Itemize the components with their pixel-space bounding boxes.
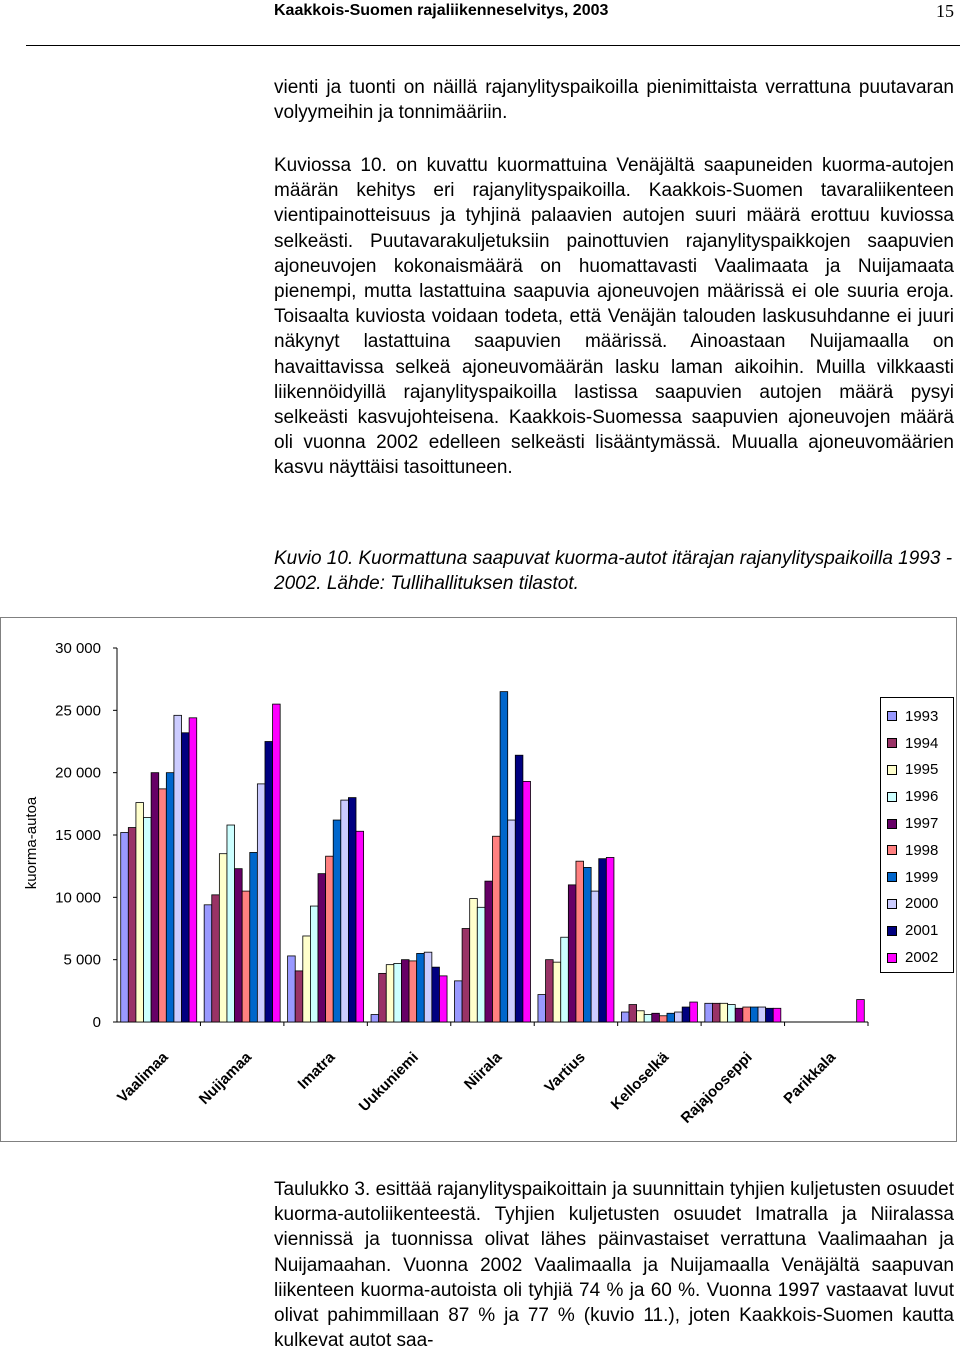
bar-niirala-1997 — [485, 881, 493, 1022]
bar-rajajooseppi-1998 — [743, 1007, 751, 1022]
bar-vaalimaa-1999 — [166, 773, 174, 1022]
legend-label: 1994 — [905, 734, 939, 752]
bar-niirala-1995 — [470, 899, 478, 1022]
bar-imatra-1999 — [333, 820, 341, 1022]
page-number: 15 — [936, 1, 954, 21]
bar-kelloselkä-1994 — [629, 1005, 637, 1022]
x-category-label: Imatra — [294, 1048, 339, 1093]
x-category-label: Vaalimaa — [114, 1048, 172, 1107]
y-tick-label: 30 000 — [55, 640, 101, 657]
bar-vaalimaa-2002 — [189, 718, 197, 1022]
bar-nuijamaa-1993 — [204, 905, 212, 1022]
x-category-label: Niirala — [460, 1048, 506, 1094]
bar-vartius-2001 — [599, 859, 607, 1022]
legend-label: 2001 — [905, 922, 939, 940]
legend-label: 1997 — [905, 815, 939, 833]
bar-vartius-1998 — [576, 861, 584, 1022]
bar-kelloselkä-1998 — [659, 1016, 667, 1022]
bar-vaalimaa-2001 — [182, 733, 190, 1022]
bar-imatra-2002 — [356, 831, 364, 1022]
bar-niirala-1998 — [493, 836, 501, 1022]
legend-swatch — [887, 926, 897, 936]
legend-item — [881, 783, 953, 810]
bar-vartius-1993 — [538, 995, 546, 1022]
legend-label: 2002 — [905, 949, 939, 967]
bar-kelloselkä-2000 — [675, 1012, 683, 1022]
x-category-label: Parikkala — [780, 1048, 840, 1108]
legend-label: 1993 — [905, 707, 939, 725]
legend-item — [881, 864, 953, 891]
bar-rajajooseppi-1999 — [750, 1007, 758, 1022]
figure-caption: Kuvio 10. Kuormattuna saapuvat kuorma-autot itärajan rajanylityspaikoilla 1993 - 2002. Lähde: Tullihallituksen tilastot. — [274, 548, 953, 595]
legend-item — [881, 837, 953, 864]
legend-label: 1996 — [905, 788, 939, 806]
bar-kelloselkä-2002 — [690, 1002, 698, 1022]
bar-uukuniemi-2000 — [424, 952, 432, 1022]
bar-uukuniemi-2002 — [439, 976, 447, 1022]
legend-swatch — [887, 845, 897, 855]
bar-imatra-1996 — [310, 906, 318, 1022]
bar-nuijamaa-2002 — [273, 704, 281, 1022]
bar-niirala-1996 — [477, 907, 485, 1022]
bar-vaalimaa-1997 — [151, 773, 159, 1022]
y-tick-label: 15 000 — [55, 827, 101, 844]
bar-nuijamaa-1997 — [235, 869, 243, 1022]
bar-niirala-2002 — [523, 781, 531, 1022]
bar-imatra-1994 — [295, 971, 303, 1022]
legend-label: 1999 — [905, 868, 939, 886]
bar-imatra-1998 — [326, 856, 334, 1022]
y-tick-label: 0 — [92, 1014, 101, 1031]
legend-item — [881, 917, 953, 944]
bar-uukuniemi-2001 — [432, 967, 440, 1022]
bar-rajajooseppi-1996 — [728, 1005, 736, 1022]
y-tick-label: 5 000 — [63, 951, 101, 969]
bar-nuijamaa-1995 — [219, 854, 227, 1022]
bar-kelloselkä-1996 — [644, 1015, 652, 1022]
bar-rajajooseppi-1997 — [735, 1008, 743, 1022]
bar-rajajooseppi-2000 — [758, 1007, 766, 1022]
x-category-label: Kelloselkä — [607, 1048, 673, 1114]
y-tick-label: 10 000 — [55, 889, 101, 907]
x-category-label: Rajajooseppi — [677, 1048, 756, 1127]
bar-vartius-1997 — [568, 885, 576, 1022]
bar-vaalimaa-2000 — [174, 715, 182, 1022]
y-tick-label: 25 000 — [55, 702, 101, 720]
bar-parikkala-2002 — [857, 1000, 865, 1022]
bar-uukuniemi-1998 — [409, 961, 417, 1022]
bar-niirala-2000 — [508, 820, 516, 1022]
bar-nuijamaa-1998 — [242, 891, 250, 1022]
legend-swatch — [887, 872, 897, 882]
bar-nuijamaa-1996 — [227, 825, 235, 1022]
bar-nuijamaa-1994 — [212, 895, 220, 1022]
bar-vartius-1996 — [561, 937, 569, 1022]
bar-uukuniemi-1994 — [379, 973, 387, 1022]
y-tick-label: 20 000 — [55, 764, 101, 782]
bar-vartius-1994 — [546, 960, 554, 1022]
bar-nuijamaa-1999 — [250, 852, 258, 1022]
bar-rajajooseppi-2001 — [766, 1008, 774, 1022]
legend-item — [881, 757, 953, 784]
bar-vaalimaa-1998 — [159, 789, 167, 1022]
bar-nuijamaa-2000 — [257, 784, 265, 1022]
body-paragraph-2: Kuviossa 10. on kuvattu kuormattuina Venäjältä saapuneiden kuorma-autojen määrän kehitys eri rajanylityspaikoilla. Kaakkois-Suomen tavaraliikenteen vientipainotteisuus ja tyhjinä palaavien autojen suuri määrä erottuu kuviossa selkeästi. Puutavarakuljetuksiin painottuvien rajanylityspaikkojen saapuvien ajoneuvojen kokonaismäärä on huomattavasti Vaalimaata ja Nuijamaata pienempi, mutta lastattuina saapuvia ajoneuvojen määrissä ei ole suuria eroja. Toisaalta kuviosta voidaan todeta, että Venäjän talouden laskusuhdanne ei juuri näkynyt lastattuina saapuvien määrissä. Ainoastaan Nuijamaalla on havaittavissa selkeä ajoneuvomäärän lasku laman aikoihin. Muilla vilkkaasti liikennöidyillä rajanylityspaikoilla lastissa saapuvien autojen määrä pysyi selkeästi kasvujohteisena. Kaakkois-Suomessa saapuvien ajoneuvojen määrä oli vuonna 2002 edelleen selkeästi lisääntymässä. Muualla ajoneuvomäärien kasvu näyttäisi tasoittuneen. — [274, 155, 954, 479]
bar-imatra-1993 — [288, 956, 296, 1022]
bar-imatra-1995 — [303, 936, 311, 1022]
legend-swatch — [887, 765, 897, 775]
legend-item — [881, 810, 953, 837]
legend-item — [881, 730, 953, 757]
bar-uukuniemi-1993 — [371, 1015, 379, 1022]
legend-item — [881, 891, 953, 918]
bar-vartius-1999 — [584, 867, 592, 1022]
x-category-label: Nuijamaa — [195, 1048, 255, 1108]
bar-niirala-1993 — [455, 981, 463, 1022]
bar-vartius-2002 — [606, 857, 614, 1022]
bar-rajajooseppi-1995 — [720, 1003, 728, 1022]
legend-swatch — [887, 899, 897, 909]
legend-swatch — [887, 738, 897, 748]
bar-uukuniemi-1996 — [394, 963, 402, 1022]
report-title: Kaakkois-Suomen rajaliikenneselvitys, 2003 — [274, 2, 609, 19]
bar-kelloselkä-1997 — [652, 1013, 660, 1022]
body-paragraph-1: vienti ja tuonti on näillä rajanylityspaikoilla pienimittaista verrattuna puutavaran volyymeihin ja tonnimääriin. — [274, 77, 954, 124]
bar-niirala-1999 — [500, 692, 508, 1022]
bar-kelloselkä-1995 — [637, 1011, 645, 1022]
y-axis-label: kuorma-autoa — [23, 796, 40, 890]
bar-vartius-1995 — [553, 962, 561, 1022]
bar-kelloselkä-1993 — [621, 1012, 629, 1022]
bar-vaalimaa-1993 — [121, 833, 129, 1022]
bar-rajajooseppi-1994 — [712, 1003, 720, 1022]
legend-swatch — [887, 953, 897, 963]
bar-niirala-1994 — [462, 929, 470, 1023]
bar-vartius-2000 — [591, 891, 599, 1022]
bar-imatra-2001 — [348, 798, 356, 1022]
bar-imatra-2000 — [341, 800, 349, 1022]
bar-vaalimaa-1995 — [136, 803, 144, 1022]
bar-uukuniemi-1995 — [386, 965, 394, 1022]
legend-item — [881, 703, 953, 730]
chart-legend — [880, 697, 954, 973]
bar-rajajooseppi-2002 — [773, 1008, 781, 1022]
legend-swatch — [887, 792, 897, 802]
bar-nuijamaa-2001 — [265, 742, 273, 1023]
legend-item — [881, 944, 953, 971]
x-category-label: Vartius — [541, 1048, 589, 1097]
bar-vaalimaa-1994 — [128, 828, 136, 1022]
legend-swatch — [887, 819, 897, 829]
bar-kelloselkä-1999 — [667, 1013, 675, 1022]
bar-kelloselkä-2001 — [682, 1007, 690, 1022]
legend-label: 1995 — [905, 761, 939, 779]
bar-uukuniemi-1997 — [401, 960, 409, 1022]
legend-label: 2000 — [905, 895, 939, 913]
body-paragraph-3: Taulukko 3. esittää rajanylityspaikoittain ja suunnittain tyhjien kuljetusten osuudet kuorma-autoliikenteestä. Tyhjien kuljetusten osuudet Imatralla ja Niiralassa viennissä ja tuonnissa olivat lähes päinvastaiset verrattuna Vaalimaahan ja Nuijamaahan. Vuonna 2002 Vaalimaalla ja Nuijamaalla Venäjältä saapuvan liikenteen kuorma-autoista oli tyhjiä 74 % ja 60 %. Vuonna 1997 vastaavat luvut olivat pahimmillaan 87 % ja 77 % (kuvio 11.), joten Kaakkois-Suomen kautta kulkevat autot saa- — [274, 1179, 954, 1352]
x-category-label: Uukuniemi — [355, 1048, 422, 1116]
bar-imatra-1997 — [318, 874, 326, 1022]
legend-swatch — [887, 711, 897, 721]
bar-niirala-2001 — [515, 755, 523, 1022]
bar-rajajooseppi-1993 — [705, 1003, 713, 1022]
bar-uukuniemi-1999 — [417, 953, 425, 1022]
bar-vaalimaa-1996 — [144, 818, 152, 1022]
legend-label: 1998 — [905, 841, 939, 859]
